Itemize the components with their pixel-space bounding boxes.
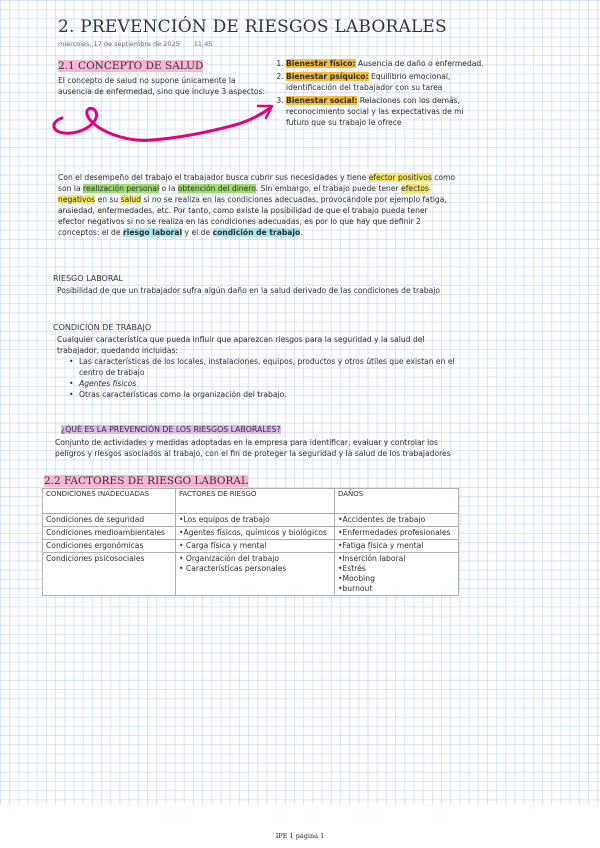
aspect-item: 1. Bienestar físico: Ausencia de daño o enfermedad. — [286, 58, 486, 69]
riesgo-laboral-text: Posibilidad de que un trabajador sufra algún daño en la salud derivado de las condiciones de trabajo — [57, 286, 441, 295]
cell-factores: • Organización del trabajo • Características personales — [176, 553, 335, 596]
cell-condicion: Condiciones medioambientales — [43, 527, 176, 540]
date-text: miércoles, 17 de septiembre de 2025 — [58, 40, 180, 48]
condicion-trabajo-block — [57, 334, 457, 400]
cell-factores: •Los equipos de trabajo — [176, 514, 335, 527]
list-item: • Las características de los locales, instalaciones, equipos, productos y otros útiles que existan en el centro de trabajo — [79, 356, 457, 378]
page-footer: IPE 1 página 1 — [275, 832, 325, 840]
aspects-list — [272, 58, 486, 130]
cell-danos: •Inserción laboral •Estrés •Moobing •burnout — [335, 553, 459, 596]
cell-danos: •Fatiga física y mental — [335, 540, 459, 553]
table-row — [43, 553, 459, 596]
factores-table — [42, 488, 459, 596]
header-condiciones: CONDICIONES INADECUADAS — [43, 489, 176, 514]
header-danos: DAÑOS — [335, 489, 459, 514]
riesgo-laboral-heading: RIESGO LABORAL — [53, 274, 124, 283]
table-row — [43, 540, 459, 553]
page-title: 2. PREVENCIÓN DE RIESGOS LABORALES — [58, 17, 447, 37]
table-row — [43, 514, 459, 527]
section-2-1-heading: 2.1 CONCEPTO DE SALUD — [58, 60, 204, 72]
aspect-item: 2. Bienestar psíquico: Equilibrio emocional, identificación del trabajador con su tarea — [286, 71, 486, 93]
concepto-intro: El concepto de salud no supone únicamente la ausencia de enfermedad, sino que incluye 3 aspectos: — [58, 76, 266, 96]
condicion-items-list — [57, 356, 457, 400]
cell-condicion: Condiciones de seguridad — [43, 514, 176, 527]
condicion-trabajo-heading: CONDICIÓN DE TRABAJO — [53, 323, 152, 332]
time-text: 11:45 — [193, 40, 213, 48]
table-row — [43, 527, 459, 540]
list-item: • Agentes físicos — [79, 378, 457, 389]
cell-danos: •Enfermedades profesionales — [335, 527, 459, 540]
table-header-row — [43, 489, 459, 514]
cell-factores: • Carga física y mental — [176, 540, 335, 553]
prevencion-heading: ¿QUÉ ES LA PREVENCIÓN DE LOS RIESGOS LABORALES? — [61, 425, 281, 434]
section-2-2-heading: 2.2 FACTORES DE RIESGO LABORAL — [44, 475, 248, 487]
cell-danos: •Accidentes de trabajo — [335, 514, 459, 527]
header-factores: FACTORES DE RIESGO — [176, 489, 335, 514]
cell-condicion: Condiciones psicosociales — [43, 553, 176, 596]
aspect-item: 3. Bienestar social: Relaciones con los demás, reconocimiento social y las expectativas de mi futuro que su trabajo le ofrece — [286, 95, 486, 128]
prevencion-text: Conjunto de actividades y medidas adoptadas en la empresa para identificar, evaluar y controlar los peligros y riesgos asociados al trabajo, con el fin de proteger la seguridad y la salud de los trabajadores — [55, 438, 451, 458]
list-item: • Otras características como la organización del trabajo. — [79, 389, 457, 400]
cell-factores: •Agentes físicos, químicos y biológicos — [176, 527, 335, 540]
condicion-trabajo-text: Cualquier característica que pueda influir que aparezcan riesgos para la seguridad y la salud del trabajador, quedando incluidas: — [57, 335, 425, 355]
main-paragraph: Con el desempeño del trabajo el trabajador busca cubrir sus necesidades y tiene efector positivos como son la realización personal o la obtención del dinero. Sin embargo, el trabajo puede tener efectos negativos en su salud si no se realiza en las condiciones adecuadas, provocándole por ejemplo fatiga, ansiedad, enfermedades, etc. Por tanto, como existe la posibilidad de que el trabajo pueda tener efector negativos si no se realiza en las condiciones adecuadas, es por lo que hay que definir 2 conceptos: el de riesgo laboral y el de condición de trabajo. — [58, 173, 456, 237]
page-date — [58, 40, 212, 48]
cell-condicion: Condiciones ergonómicas — [43, 540, 176, 553]
